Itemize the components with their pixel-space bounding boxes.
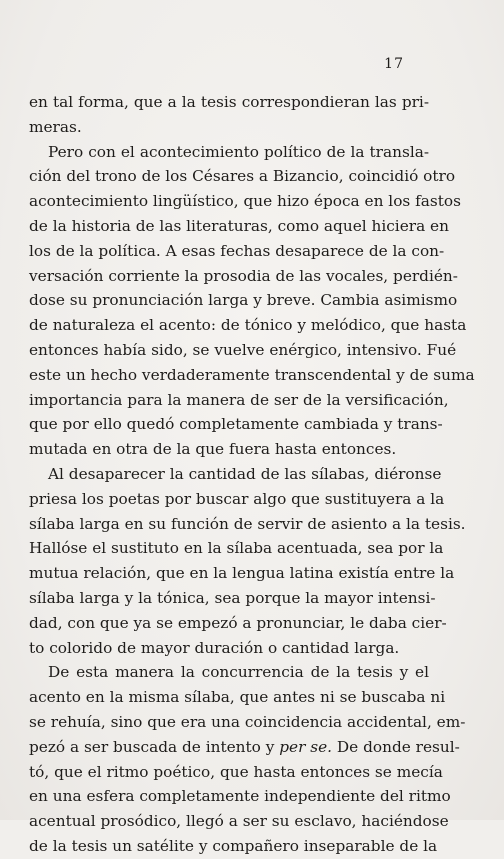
italic-phrase: per se. [279,737,333,756]
text-line: Hallóse el sustituto en la sílaba acentuada, sea por la [29,539,444,558]
text-line: de la historia de las literaturas, como aquel hiciera en [29,216,449,235]
text-line: sílaba larga en su función de servir de asiento a la tesis. [29,514,466,533]
text-line: este un hecho verdaderamente transcendental y de suma [29,365,475,384]
paragraph-start-line: Al desaparecer la cantidad de las sílabas, diéronse [48,464,442,483]
text-line: se rehuía, sino que era una coincidencia accidental, em- [29,712,466,731]
text-line: en una esfera completamente independiente del ritmo [29,787,451,806]
text-line: acento en la misma sílaba, que antes ni se buscaba ni [29,688,446,707]
text-line: tó, que el ritmo poético, que hasta entonces se mecía [29,762,443,781]
text-line: mutada en otra de la que fuera hasta entonces. [29,440,397,459]
text-line: dose su pronunciación larga y breve. Cambia asimismo [29,291,458,310]
text-segment: De donde resul- [336,737,460,756]
text-line: dad, con que ya se empezó a pronunciar, le daba cier- [29,613,447,632]
text-line: en tal forma, que a la tesis correspondieran las pri- [29,93,429,111]
text-line: de naturaleza el acento: de tónico y melódico, que hasta [29,316,467,335]
text-line: acentual prosódico, llegó a ser su esclavo, haciéndose [29,812,449,831]
text-line: priesa los poetas por buscar algo que sustituyera a la [29,489,445,508]
text-line: to colorido de mayor duración o cantidad larga. [29,638,400,657]
paragraph-start-line: Pero con el acontecimiento político de la transla- [48,142,429,161]
page-number: 17 [384,56,404,72]
text-line: sílaba larga y la tónica, sea porque la mayor intensi- [29,588,436,607]
text-line: que por ello quedó completamente cambiada y trans- [29,415,443,434]
text-line: importancia para la manera de ser de la versificación, [29,390,449,409]
text-line: mutua relación, que en la lengua latina existía entre la [29,564,455,583]
text-segment: pezó a ser buscada de intento y [29,737,275,756]
text-line: los de la política. A esas fechas desaparece de la con- [29,241,445,260]
text-line: versación corriente la prosodia de las vocales, perdién- [29,266,458,285]
text-line: de la tesis un satélite y compañero inseparable de la [29,836,438,855]
paragraph-start-line: De esta manera la concurrencia de la tesis y el [48,663,429,682]
text-line: acontecimiento lingüístico, que hizo época en los fastos [29,192,461,211]
text-line: meras. [29,117,82,136]
body-text [29,90,475,859]
text-line: ción del trono de los Césares a Bizancio, coincidió otro [29,167,456,186]
text-line: entonces había sido, se vuelve enérgico, intensivo. Fué [29,340,457,359]
text-line-with-italic [29,735,460,760]
